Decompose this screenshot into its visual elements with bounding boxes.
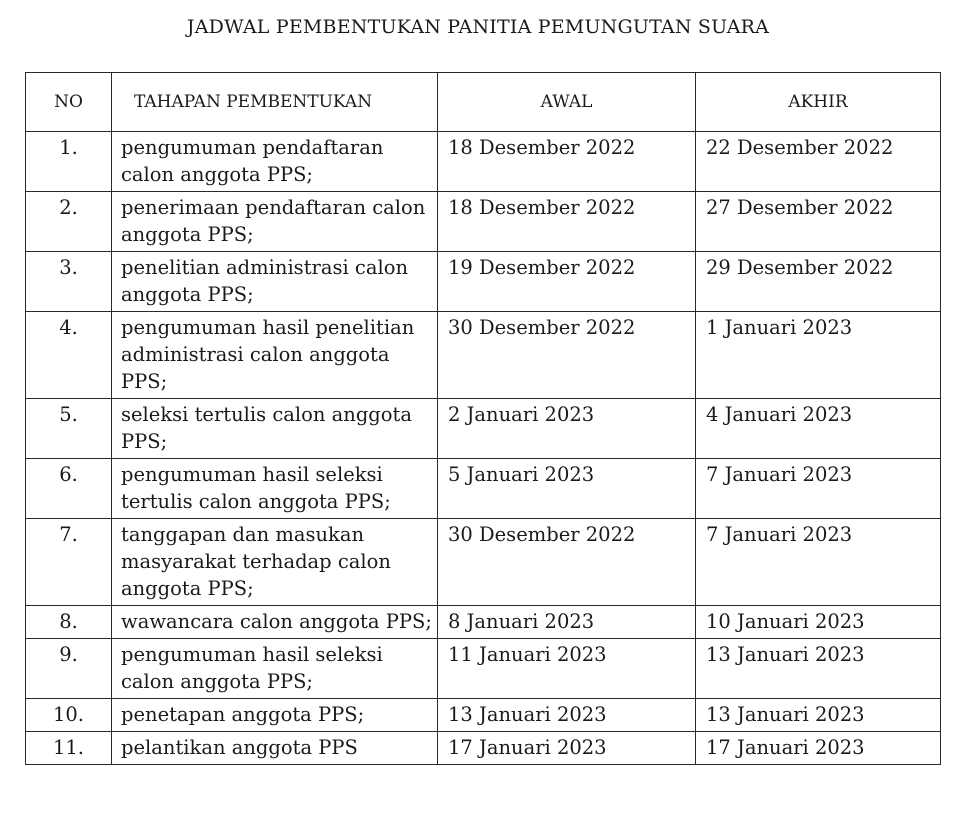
schedule-table [25,72,941,765]
row-end-date: 13 Januari 2023 [696,699,941,732]
table-row [26,606,941,639]
row-start-date: 18 Desember 2022 [438,192,696,252]
row-end-date: 29 Desember 2022 [696,252,941,312]
row-number: 5. [26,399,112,459]
table-header-row [26,73,941,132]
row-start-date: 8 Januari 2023 [438,606,696,639]
row-number: 10. [26,699,112,732]
header-end: AKHIR [696,73,941,132]
row-start-date: 30 Desember 2022 [438,519,696,606]
row-number: 2. [26,192,112,252]
row-stage: pengumuman pendaftaran calon anggota PPS; [112,132,438,192]
row-end-date: 1 Januari 2023 [696,312,941,399]
row-stage: wawancara calon anggota PPS; [112,606,438,639]
row-end-date: 13 Januari 2023 [696,639,941,699]
row-stage: penerimaan pendaftaran calon anggota PPS; [112,192,438,252]
row-start-date: 30 Desember 2022 [438,312,696,399]
row-stage: pengumuman hasil seleksi calon anggota PPS; [112,639,438,699]
table-row [26,399,941,459]
row-start-date: 13 Januari 2023 [438,699,696,732]
row-start-date: 19 Desember 2022 [438,252,696,312]
table-row [26,639,941,699]
row-start-date: 2 Januari 2023 [438,399,696,459]
row-end-date: 7 Januari 2023 [696,459,941,519]
row-number: 9. [26,639,112,699]
row-number: 8. [26,606,112,639]
table-row [26,732,941,765]
row-end-date: 27 Desember 2022 [696,192,941,252]
row-end-date: 17 Januari 2023 [696,732,941,765]
row-end-date: 7 Januari 2023 [696,519,941,606]
row-start-date: 5 Januari 2023 [438,459,696,519]
table-row [26,312,941,399]
row-stage: penelitian administrasi calon anggota PPS; [112,252,438,312]
row-number: 11. [26,732,112,765]
table-row [26,132,941,192]
row-end-date: 4 Januari 2023 [696,399,941,459]
row-stage: penetapan anggota PPS; [112,699,438,732]
row-stage: pelantikan anggota PPS [112,732,438,765]
document-title: JADWAL PEMBENTUKAN PANITIA PEMUNGUTAN SUARA [186,16,770,38]
row-stage: pengumuman hasil seleksi tertulis calon anggota PPS; [112,459,438,519]
row-stage: pengumuman hasil penelitian administrasi calon anggota PPS; [112,312,438,399]
row-number: 7. [26,519,112,606]
table-row [26,519,941,606]
row-number: 1. [26,132,112,192]
row-end-date: 22 Desember 2022 [696,132,941,192]
row-number: 6. [26,459,112,519]
table-row [26,459,941,519]
row-stage: tanggapan dan masukan masyarakat terhadap calon anggota PPS; [112,519,438,606]
table-row [26,699,941,732]
table-row [26,252,941,312]
header-no: NO [26,73,112,132]
row-start-date: 11 Januari 2023 [438,639,696,699]
row-number: 4. [26,312,112,399]
row-number: 3. [26,252,112,312]
table-row [26,192,941,252]
row-start-date: 17 Januari 2023 [438,732,696,765]
row-start-date: 18 Desember 2022 [438,132,696,192]
header-start: AWAL [438,73,696,132]
row-stage: seleksi tertulis calon anggota PPS; [112,399,438,459]
row-end-date: 10 Januari 2023 [696,606,941,639]
header-stage: TAHAPAN PEMBENTUKAN [112,73,438,132]
